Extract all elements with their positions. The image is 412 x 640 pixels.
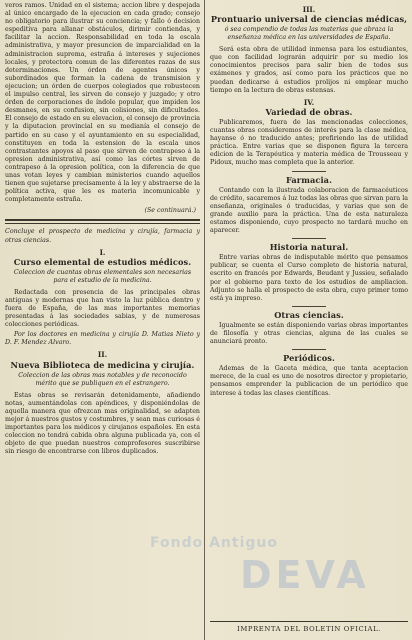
section-number: IV. [303,97,315,107]
article-paragraph: veros ramos. Unidad en el sistema; accion libre y despejada al único encargado de la ejecucion en cada grado; consejo no obligatorio para ilustrar su conciencia; y fallo ó decision espeditiva para allanar obstáculos, dirimir contiendas, y facilitar la accion. Responsabilidad en toda la escala administrativa, y mayor presuncion de imparcialidad en la administracion suprema, estraña á intereses y sujeciones locales, y protectora comun de las diferentes razas de sus determinaciones. Un órden de agentes únicos y subordinados que forman la cadena de transmision y ejecucion; un órden de cuerpos colegiados que robustecen el impulso central, les sirven de consejo y juzgado; y otro órden de corporaciones de índole popular, que impiden los desmanes, en su confusion, sin colisiones, sin dificultades. El consejo de estado en su elevacion, el consejo de provincia y la diputacion provincial en su medianía el consejo de partido en su caso y el ayuntamiento en su especialidad, constituyen en toda la estension de la escala unos contrastantes apoyos al paso que sirven de contrapeso á la opresion administrativa, así como las córtes sirven de contrapeso á la opresion política, con la diferencia de que unas votan leyes y cambian ministerios cuando aquellos tienen que sujetarse precisamente á la ley y abstraerse de la política activa, que les es materia incomunicable y completamente estraña. [5,2,200,204]
section-divider [5,219,200,221]
prospectus-note: Concluye el prospecto de medicina y cirujía, farmacia y otras ciencias. [5,228,200,244]
continuation-note: (Se continuará.) [144,207,196,215]
watermark-text: Fondo Antiguo [150,535,278,551]
column-divider [204,0,205,640]
authors-line: Por los doctores en medicina y cirujía D. Matias Nieto y D. F. Mendez Alvaro. [5,331,200,347]
section-title: Periódicos. [283,353,335,364]
section-paragraph: Entre varias obras de indisputable mérito que pensamos publicar, se cuenta el Curso completo de historia natural, escrito en francés por Edwards, Beudant y Jussieu, señalado por el gobierno para texto de los estudios de ampliacion. Adjunto se halla el prospecto de esta obra, cuyo primer tomo está ya impreso. [210,254,408,302]
section-title: Farmacia. [285,174,333,185]
right-column [210,2,408,636]
section-title: Curso elemental de estudios médicos. [13,256,192,267]
section-title: Prontuario universal de ciencias médicas, [210,14,408,25]
section-rule [292,171,326,172]
section-paragraph: Contando con la ilustrada colaboracion de farmacéuticos de crédito, sacaremos á luz todas las obras que sirvan para la enseñanza, originales ó traducidas, y varias que son de grande auxilio para la práctica. Una de esta naturaleza estamos disponiendo, cuyo prospecto no tardará mucho en aparecer. [210,186,408,235]
section-divider [5,223,200,224]
section-number: III. [302,5,316,14]
section-number: II. [97,350,108,360]
section-number: I. [99,247,106,257]
section-title: Otras ciencias. [274,309,344,320]
section-title: Historia natural. [269,242,349,253]
section-title: Variedad de obras. [265,106,353,117]
section-rule [292,306,326,307]
section-rule [292,238,326,239]
section-paragraph: Publicaremos, fuera de las mencionadas colecciones, cuantas obras consideremos de interés para la clase médica, hayanse ó no traducido antes; prefiriendo las de utilidad práctica. Entre varias que se disponen figura la tercera edicion de la Terapéutica y materia médica de Trousseau y Pidoux, mucho mas completa que la anterior. [210,118,408,167]
section-subtitle: Coleccion de las obras mas notables y de reconocido mérito que se publiquen en el estrangero. [18,371,187,387]
section-paragraph: Será esta obra de utilidad inmensa para los estudiantes, que con facilidad lograrán adquirir por su medio los conocimientos precisos para salir bien de todos sus exámenes y grados, así como para los prácticos que no puedan dedicarse á estudios prolijos ni emplear mucho tiempo en la lectura de obras estensas. [210,46,408,94]
section-paragraph: Ademas de la Gaceta médica, que tanta aceptacion merece, de la cual es uno de nosotros director y propietario, pensamos emprender la publicacion de un periódico que interese á todas las clases científicas. [210,365,408,397]
section-paragraph: Redactada con presencia de las principales obras antiguas y modernas que han visto la luz pública dentro y fuera de España, de las mas importantes memorias presentadas á las sociedades sabias, y de numerosas colecciones periódicas. [5,288,200,329]
section-subtitle: Coleccion de cuantas obras elementales son necesarias para el estudio de la medicina. [13,268,192,284]
left-column [5,2,200,636]
section-subtitle: ó sea compendio de todas las materias que abraza la enseñanza médica en las universidades de España. [224,26,394,42]
section-title: Nueva Biblioteca de medicina y cirujía. [10,359,195,370]
watermark-logo-text: DEVA [240,553,370,597]
printer-imprint: IMPRENTA DEL BOLETIN OFICIAL. [210,621,408,633]
section-paragraph: Estas obras se revisarán detenidamente, añadiendo notas, aumentándolas con apéndices, y disponiéndolas de aquella manera que ofrezcan mas originalidad, se adapten mejor á nuestros gustos y costumbres, y sean mas curiosas é importantes para los médicos y cirujanos españoles. En esta coleccion no tendrá cabida obra alguna publicada ya, con el objeto de que puedan nuestros comprofesores suscribirse sin riesgo de encontrarse con libros duplicados. [5,391,200,456]
section-paragraph: Igualmente se están disponiendo varias obras importantes de filosofía y otras ciencias, alguna de las cuales se anunciará pronto. [210,321,408,346]
section-rule [292,349,326,350]
